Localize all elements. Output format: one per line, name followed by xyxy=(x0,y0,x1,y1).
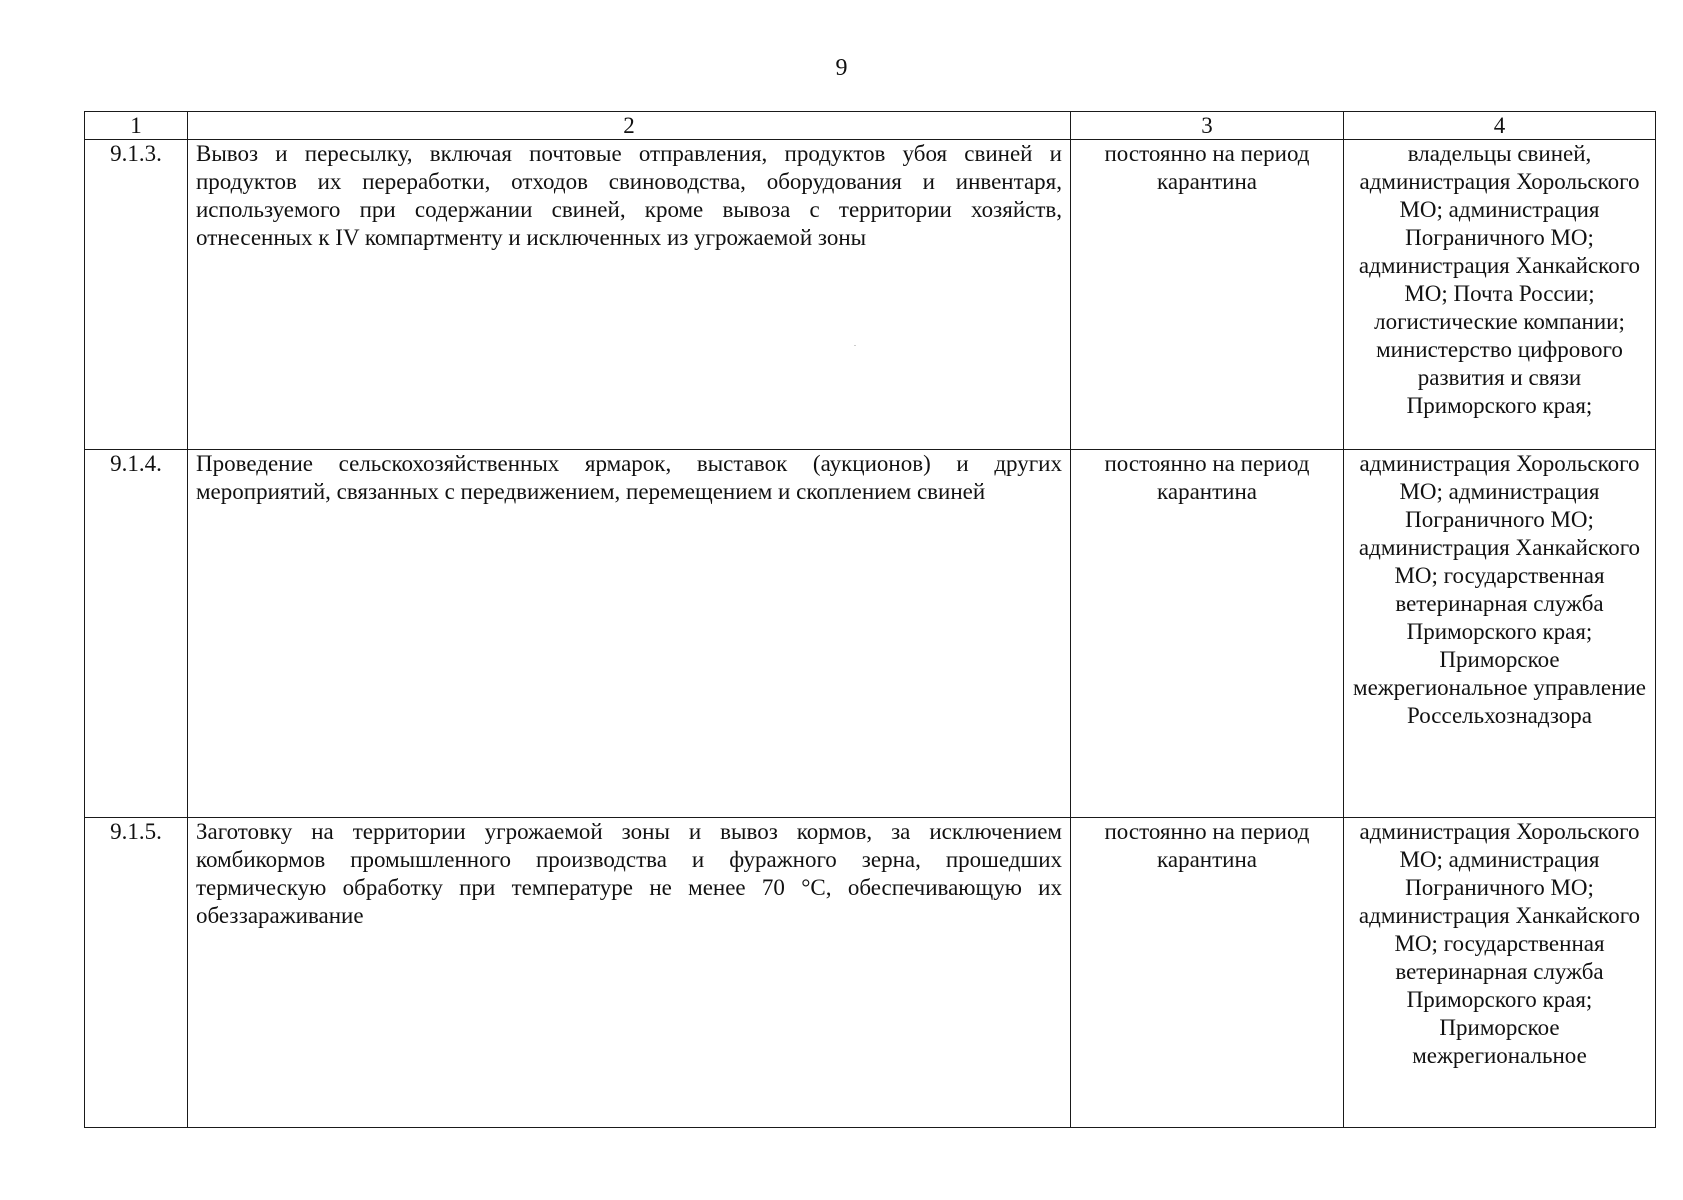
table-header-row xyxy=(85,112,1656,140)
table-row xyxy=(85,818,1656,1128)
measure-period: постоянно на период карантина xyxy=(1071,140,1344,450)
column-header-1: 1 xyxy=(85,112,188,140)
measure-description: Заготовку на территории угрожаемой зоны и вывоз кормов, за исключением комбикормов промышленного производства и фуражного зерна, прошедших термическую обработку при температуре не менее 70 °С, обеспечивающую их обеззараживание xyxy=(188,818,1071,1128)
item-number: 9.1.4. xyxy=(85,450,188,818)
measure-description: Проведение сельскохозяйственных ярмарок, выставок (аукционов) и других мероприятий, связанных с передвижением, перемещением и скоплением свиней xyxy=(188,450,1071,818)
table-row xyxy=(85,140,1656,450)
column-header-4: 4 xyxy=(1344,112,1656,140)
measure-period: постоянно на период карантина xyxy=(1071,450,1344,818)
responsible-parties: администрация Хорольского МО; администрация Пограничного МО; администрация Ханкайского МО; государственная ветеринарная служба Приморского края; Приморское межрегиональное управление Россельхознадзора xyxy=(1344,450,1656,818)
item-number: 9.1.5. xyxy=(85,818,188,1128)
page-number: 9 xyxy=(835,55,848,81)
responsible-parties: владельцы свиней, администрация Хорольского МО; администрация Пограничного МО; администрация Ханкайского МО; Почта России; логистические компании; министерство цифрового развития и связи Приморского края; xyxy=(1344,140,1656,450)
measure-period: постоянно на период карантина xyxy=(1071,818,1344,1128)
column-header-3: 3 xyxy=(1071,112,1344,140)
measure-description: Вывоз и пересылку, включая почтовые отправления, продуктов убоя свиней и продуктов их переработки, отходов свиноводства, оборудования и инвентаря, используемого при содержании свиней, кроме вывоза с территории хозяйств, отнесенных к IV компартменту и исключенных из угрожаемой зоны xyxy=(188,140,1071,450)
measures-table xyxy=(84,111,1656,1128)
responsible-parties: администрация Хорольского МО; администрация Пограничного МО; администрация Ханкайского МО; государственная ветеринарная служба Приморского края; Приморское межрегиональное xyxy=(1344,818,1656,1128)
item-number: 9.1.3. xyxy=(85,140,188,450)
column-header-2: 2 xyxy=(188,112,1071,140)
table-row xyxy=(85,450,1656,818)
